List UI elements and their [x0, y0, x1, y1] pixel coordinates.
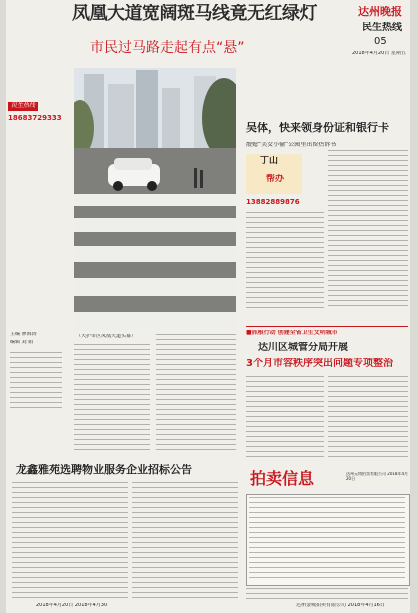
- ad-left-col2: [132, 482, 238, 600]
- newspaper-page: [6, 0, 410, 613]
- auction-title: 拍卖信息: [250, 470, 315, 488]
- lead-subhead: 市民过马路走起有点“悬”: [90, 40, 245, 56]
- lead-body-col2: [156, 334, 236, 454]
- byline-editor: 主编 廖海涛: [10, 332, 37, 337]
- photo-caption: （天护市区凤凰大道头幕）: [76, 334, 137, 339]
- ad-left-footer: 2018年4月20日 2018年4月30: [36, 603, 108, 608]
- story2-headline: 吴体，快来领身份证和银行卡: [246, 122, 389, 134]
- ad-left-col1: [12, 482, 128, 600]
- story3-kicker: ■抓根行动 创建全省卫生文明城市: [246, 330, 338, 336]
- badge-top: 丁山: [260, 156, 279, 166]
- hotline-number: 18683729333: [8, 114, 62, 122]
- masthead-page-number: 05: [374, 36, 387, 47]
- auction-table: [246, 494, 410, 586]
- lead-photo: [74, 68, 236, 330]
- auction-notes: [246, 588, 408, 600]
- story3-body-col2: [328, 376, 408, 458]
- masthead-date: 2018年4月20日 星期五: [352, 51, 406, 56]
- contact-text: [10, 352, 62, 408]
- story2-body-col2: [328, 150, 408, 308]
- story3-headline-line2: 3个月市容秩序突出问题专项整治: [246, 358, 393, 369]
- masthead-section: 民生热线: [362, 22, 402, 33]
- hotline-badge: [6, 100, 64, 128]
- lead-headline: 凤凰大道宽阔斑马线竟无红绿灯: [72, 4, 317, 24]
- auction-aside: 达州元铸拍卖有限公司 2018年4月20日: [346, 472, 408, 481]
- bangban-phone: 13882889876: [246, 198, 300, 206]
- masthead-logo: 达州晚报: [358, 6, 402, 18]
- street-scene-image: [74, 68, 236, 330]
- story3-body-col1: [246, 376, 324, 458]
- auction-title-bar: [246, 470, 408, 492]
- badge-bottom: 帮办: [266, 174, 285, 184]
- story2-body-col1: [246, 212, 324, 308]
- byline-designer: 编辑 刘 娟: [10, 340, 34, 345]
- ad-left-title: 龙鑫雅苑选聘物业服务企业招标公告: [16, 464, 192, 476]
- lead-body-col1: [74, 344, 150, 454]
- bangban-badge: [246, 154, 302, 194]
- story2-subhead: 靓媳“美女小偷”公园里出留热诉书: [246, 142, 337, 148]
- story3-rule: [246, 326, 408, 327]
- auction-footer: 达州金城拍卖有限公司 2018年4月16日: [296, 603, 385, 608]
- hotline-label: 民生热线: [8, 102, 38, 111]
- story3-headline-line1: 达川区城管分局开展: [258, 342, 348, 353]
